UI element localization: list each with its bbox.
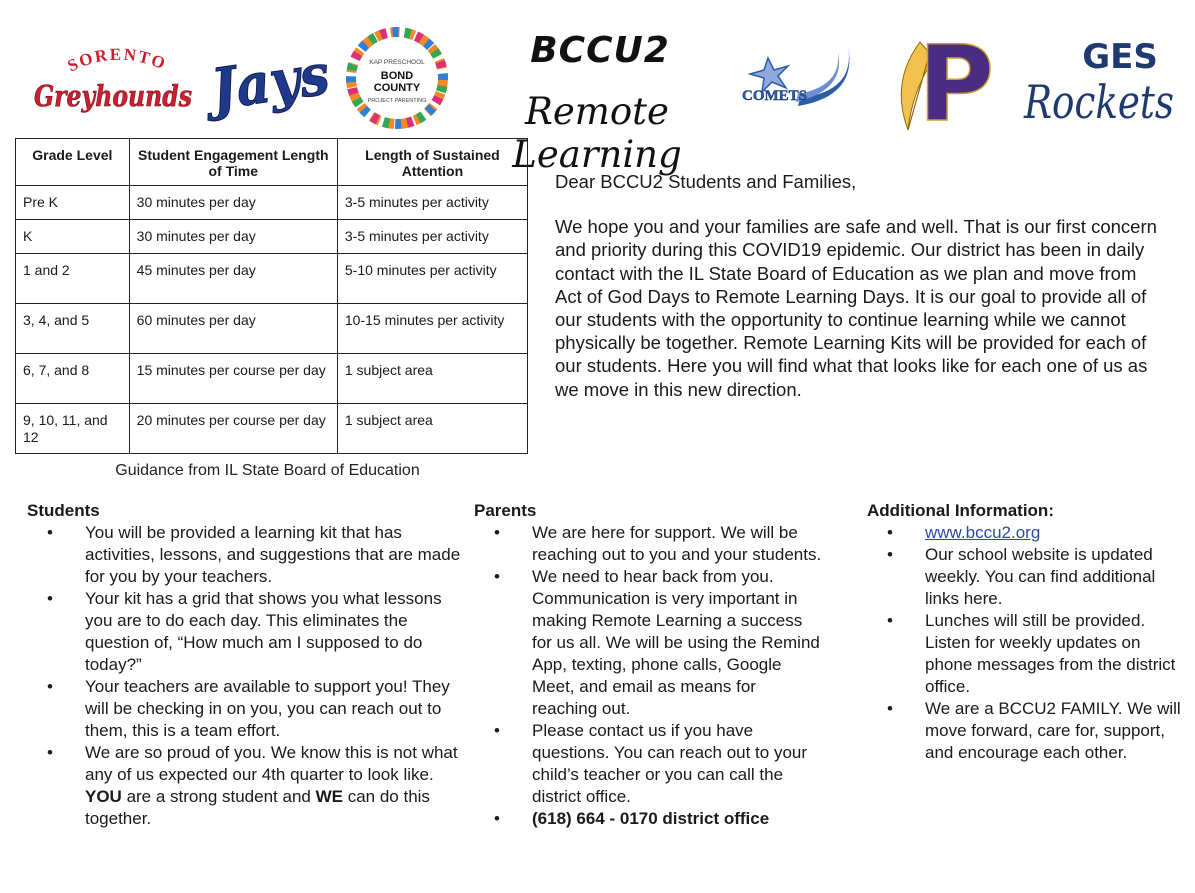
rockets-text: Rockets (1023, 75, 1174, 129)
table-cell: 20 minutes per course per day (129, 404, 337, 454)
students-heading: Students (27, 501, 100, 520)
table-cell: 3-5 minutes per activity (337, 220, 527, 254)
list-item: • Lunches will still be provided. Listen for weekly updates on phone messages from the district office. (867, 610, 1182, 698)
list-item: • Our school website is updated weekly. You can find additional links here. (867, 544, 1182, 610)
table-cell: 15 minutes per course per day (129, 354, 337, 404)
page-subtitle: Remote Learning (512, 90, 682, 176)
table-cell: 9, 10, 11, and 12 (16, 404, 130, 454)
table-cell: 60 minutes per day (129, 304, 337, 354)
bond-text: BOND (380, 70, 414, 82)
table-caption: Guidance from IL State Board of Education (115, 462, 420, 479)
emphasis-we: WE (315, 787, 343, 806)
list-item: • Your kit has a grid that shows you what lessons you are to do each day. This eliminates the question of, “How much am I supposed to do today?” (27, 588, 467, 676)
comets-text: COMETS (742, 88, 808, 104)
table-cell: 30 minutes per day (129, 220, 337, 254)
kap-bond-county-logo (338, 24, 456, 132)
district-phone: (618) 664 - 0170 district office (532, 809, 770, 828)
table-header-cell: Grade Level (16, 139, 130, 186)
parents-heading: Parents (474, 501, 537, 520)
table-cell: 10-15 minutes per activity (337, 304, 527, 354)
table-cell: 5-10 minutes per activity (337, 254, 527, 304)
table-cell: Pre K (16, 186, 130, 220)
table-row (16, 254, 528, 304)
p-logo (890, 22, 1005, 145)
project-parenting-text: PROJECT PARENTING (367, 98, 427, 104)
table-row (16, 186, 528, 220)
list-item: • Please contact us if you have questions. You can reach out to your child’s teacher or you can call the district office. (474, 720, 824, 808)
table-cell: 3-5 minutes per activity (337, 186, 527, 220)
greyhounds-text: Greyhounds (34, 79, 192, 113)
info-list (867, 522, 1182, 764)
website-link[interactable]: www.bccu2.org (925, 523, 1041, 542)
p-letter: P (918, 23, 995, 145)
letter-body: We hope you and your families are safe and well. That is our first concern and priority during this COVID19 epidemic. Our district has been in daily contact with the IL State Board of Education as we plan and move from Act of God Days to Remote Learning Days. It is our goal to provide all of our students with the opportunity to continue learning while we cannot physically be together. Remote Learning Kits will be provided for each of our students. Here you will find what that looks like for each one of us as we move in this new direction. (555, 216, 1157, 400)
sorento-text: SORENTO (64, 44, 170, 76)
table-cell: 1 and 2 (16, 254, 130, 304)
letter (555, 170, 1165, 423)
list-item (27, 742, 467, 830)
phone-item (474, 808, 824, 830)
emphasis-you: YOU (85, 787, 122, 806)
list-item-text: can do this together. (85, 787, 430, 828)
table-row (16, 220, 528, 254)
table-cell: K (16, 220, 130, 254)
list-item: • We need to hear back from you. Communication is very important in making Remote Learning a success for us all. We will be using the Remind App, texting, phone calls, Google Meet, and email as means for reaching out. (474, 566, 824, 720)
parents-section (474, 500, 824, 830)
table-row (16, 304, 528, 354)
sorento-greyhounds-logo (30, 38, 195, 118)
table-cell: 1 subject area (337, 404, 527, 454)
ges-text: GES (1082, 37, 1158, 77)
jays-text: Jays (207, 40, 343, 124)
list-item (867, 522, 1182, 544)
letter-greeting: Dear BCCU2 Students and Families, (555, 171, 857, 192)
table-header-cell: Length of Sustained Attention (337, 139, 527, 186)
ges-rockets-logo (1020, 30, 1180, 129)
parents-list (474, 522, 824, 830)
table-cell: 45 minutes per day (129, 254, 337, 304)
table-header-cell: Student Engagement Length of Time (129, 139, 337, 186)
table-cell: 6, 7, and 8 (16, 354, 130, 404)
guidance-table (15, 138, 528, 454)
table-cell: 30 minutes per day (129, 186, 337, 220)
table-row (16, 354, 528, 404)
table-cell: 3, 4, and 5 (16, 304, 130, 354)
students-section (27, 500, 467, 830)
list-item: • Your teachers are available to support you! They will be checking in on you, you can reach out to them, this is a team effort. (27, 676, 467, 742)
additional-info-section (867, 500, 1182, 764)
page-title: BCCU2 (530, 30, 670, 71)
comets-logo (738, 36, 860, 118)
list-item: • You will be provided a learning kit that has activities, lessons, and suggestions that are made for you by your teachers. (27, 522, 467, 588)
list-item: • We are a BCCU2 FAMILY. We will move forward, care for, support, and encourage each other. (867, 698, 1182, 764)
table-header-row (16, 139, 528, 186)
county-text: COUNTY (373, 82, 421, 94)
table-cell: 1 subject area (337, 354, 527, 404)
students-list (27, 522, 467, 830)
list-item-text: are a strong student and (121, 787, 316, 806)
list-item: • We are here for support. We will be reaching out to you and your students. (474, 522, 824, 566)
svg-text:SORENTO (65, 45, 170, 76)
list-item-text: We are so proud of you. We know this is not what any of us expected our 4th quarter to look like. (85, 743, 458, 784)
jays-logo (205, 30, 343, 125)
table-row (16, 404, 528, 454)
additional-info-heading: Additional Information: (867, 501, 1054, 520)
kap-preschool-text: KAP PRESCHOOL (369, 59, 425, 66)
